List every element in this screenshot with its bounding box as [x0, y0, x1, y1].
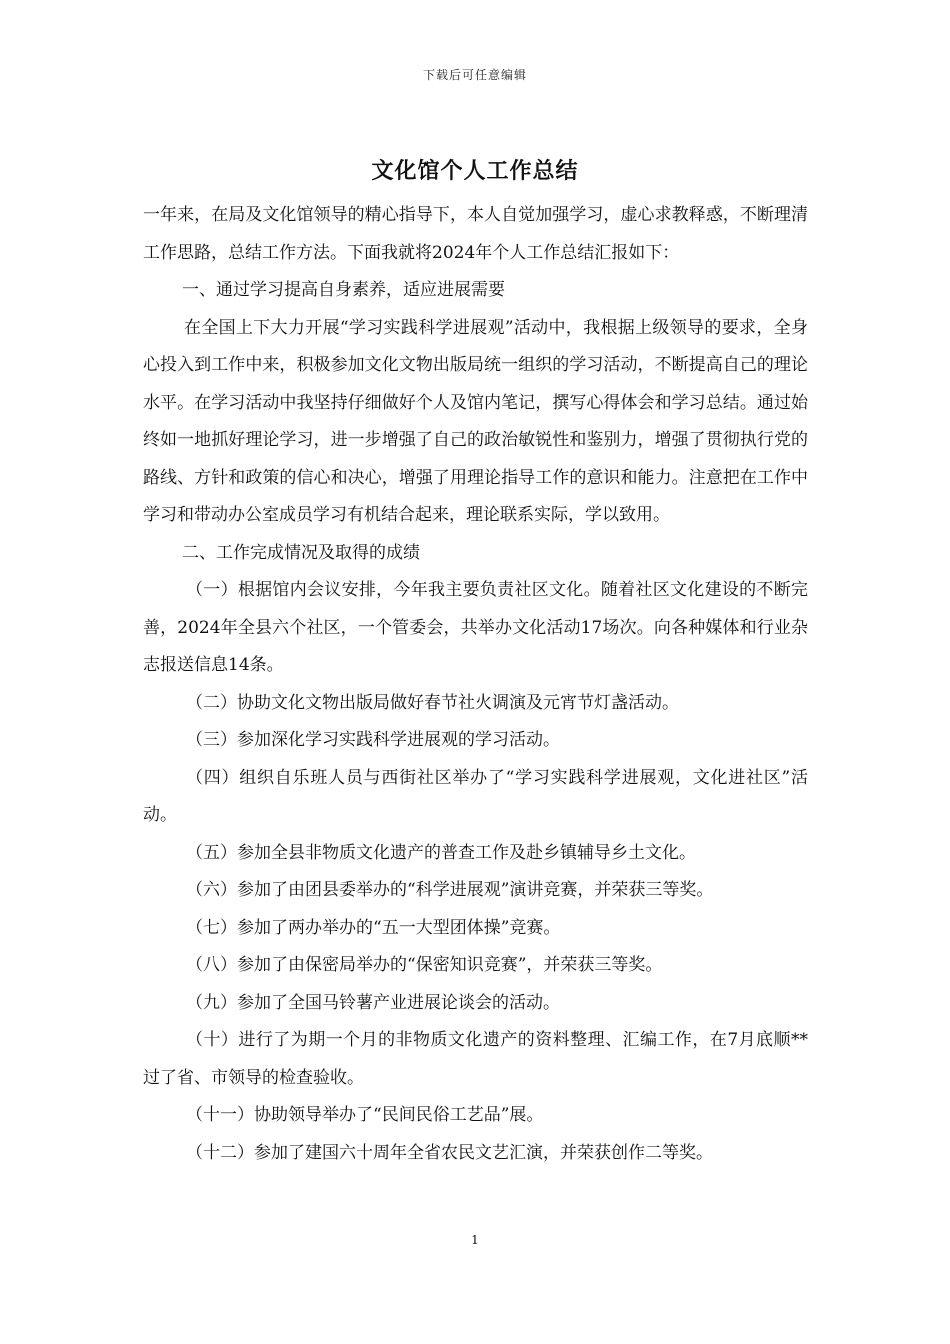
section-heading-1: 一、通过学习提高自身素养，适应进展需要: [182, 280, 505, 300]
header-note: 下载后可任意编辑: [422, 68, 527, 82]
list-item-11: （十一）协助领导举办了“民间民俗工艺品”展。: [186, 1105, 544, 1125]
section-heading-2: 二、工作完成情况及取得的成绩: [182, 542, 420, 563]
list-item-6: （六）参加了由团县委举办的“科学进展观”演讲竞赛，并荣获三等奖。: [186, 880, 714, 900]
list-item-7: （七）参加了两办举办的“五一大型团体操”竞赛。: [186, 917, 561, 938]
section-1-paragraph: 在全国上下大力开展“学习实践科学进展观”活动中，我根据上级领导的要求，全身心投入到工作中来，积极参加文化文物出版局统一组织的学习活动，不断提高自己的理论水平。在学习活动中我坚持仔细做好个人及馆内笔记，撰写心得体会和学习总结。通过始终如一地抓好理论学习，进一步增强了自己的政治敏锐性和鉴别力，增强了贯彻执行党的路线、方针和政策的信心和决心，增强了用理论指导工作的意识和能力。注意把在工作中学习和带动办公室成员学习有机结合起来，理论联系实际，学以致用。: [143, 317, 808, 525]
list-item-5: （五）参加全县非物质文化遗产的普查工作及赴乡镇辅导乡土文化。: [186, 842, 696, 863]
intro-paragraph: 一年来，在局及文化馆领导的精心指导下，本人自觉加强学习，虚心求教释惑，不断理清工作思路，总结工作方法。下面我就将2024年个人工作总结汇报如下：: [143, 205, 808, 263]
document-title: 文化馆个人工作总结: [371, 158, 579, 184]
document-body: [143, 197, 808, 1172]
list-item-1: （一）根据馆内会议安排，今年我主要负责社区文化。随着社区文化建设的不断完善，2024年全县六个社区，一个管委会，共举办文化活动17场次。向各种媒体和行业杂志报送信息14条。: [143, 580, 808, 675]
list-item-9: （九）参加了全国马铃薯产业进展论谈会的活动。: [186, 992, 560, 1013]
list-item-3: （三）参加深化学习实践科学进展观的学习活动。: [186, 730, 560, 750]
list-item-8: （八）参加了由保密局举办的“保密知识竞赛”，并荣获三等奖。: [186, 955, 663, 975]
list-item-12: （十二）参加了建国六十周年全省农民文艺汇演，并荣获创作二等奖。: [186, 1142, 713, 1163]
list-item-10: （十）进行了为期一个月的非物质文化遗产的资料整理、汇编工作，在7月底顺**过了省、市领导的检查验收。: [143, 1030, 808, 1088]
list-item-2: （二）协助文化文物出版局做好春节社火调演及元宵节灯盏活动。: [186, 692, 679, 713]
page-number: 1: [471, 1233, 479, 1247]
list-item-4: （四）组织自乐班人员与西街社区举办了“学习实践科学进展观，文化进社区”活动。: [143, 767, 808, 825]
